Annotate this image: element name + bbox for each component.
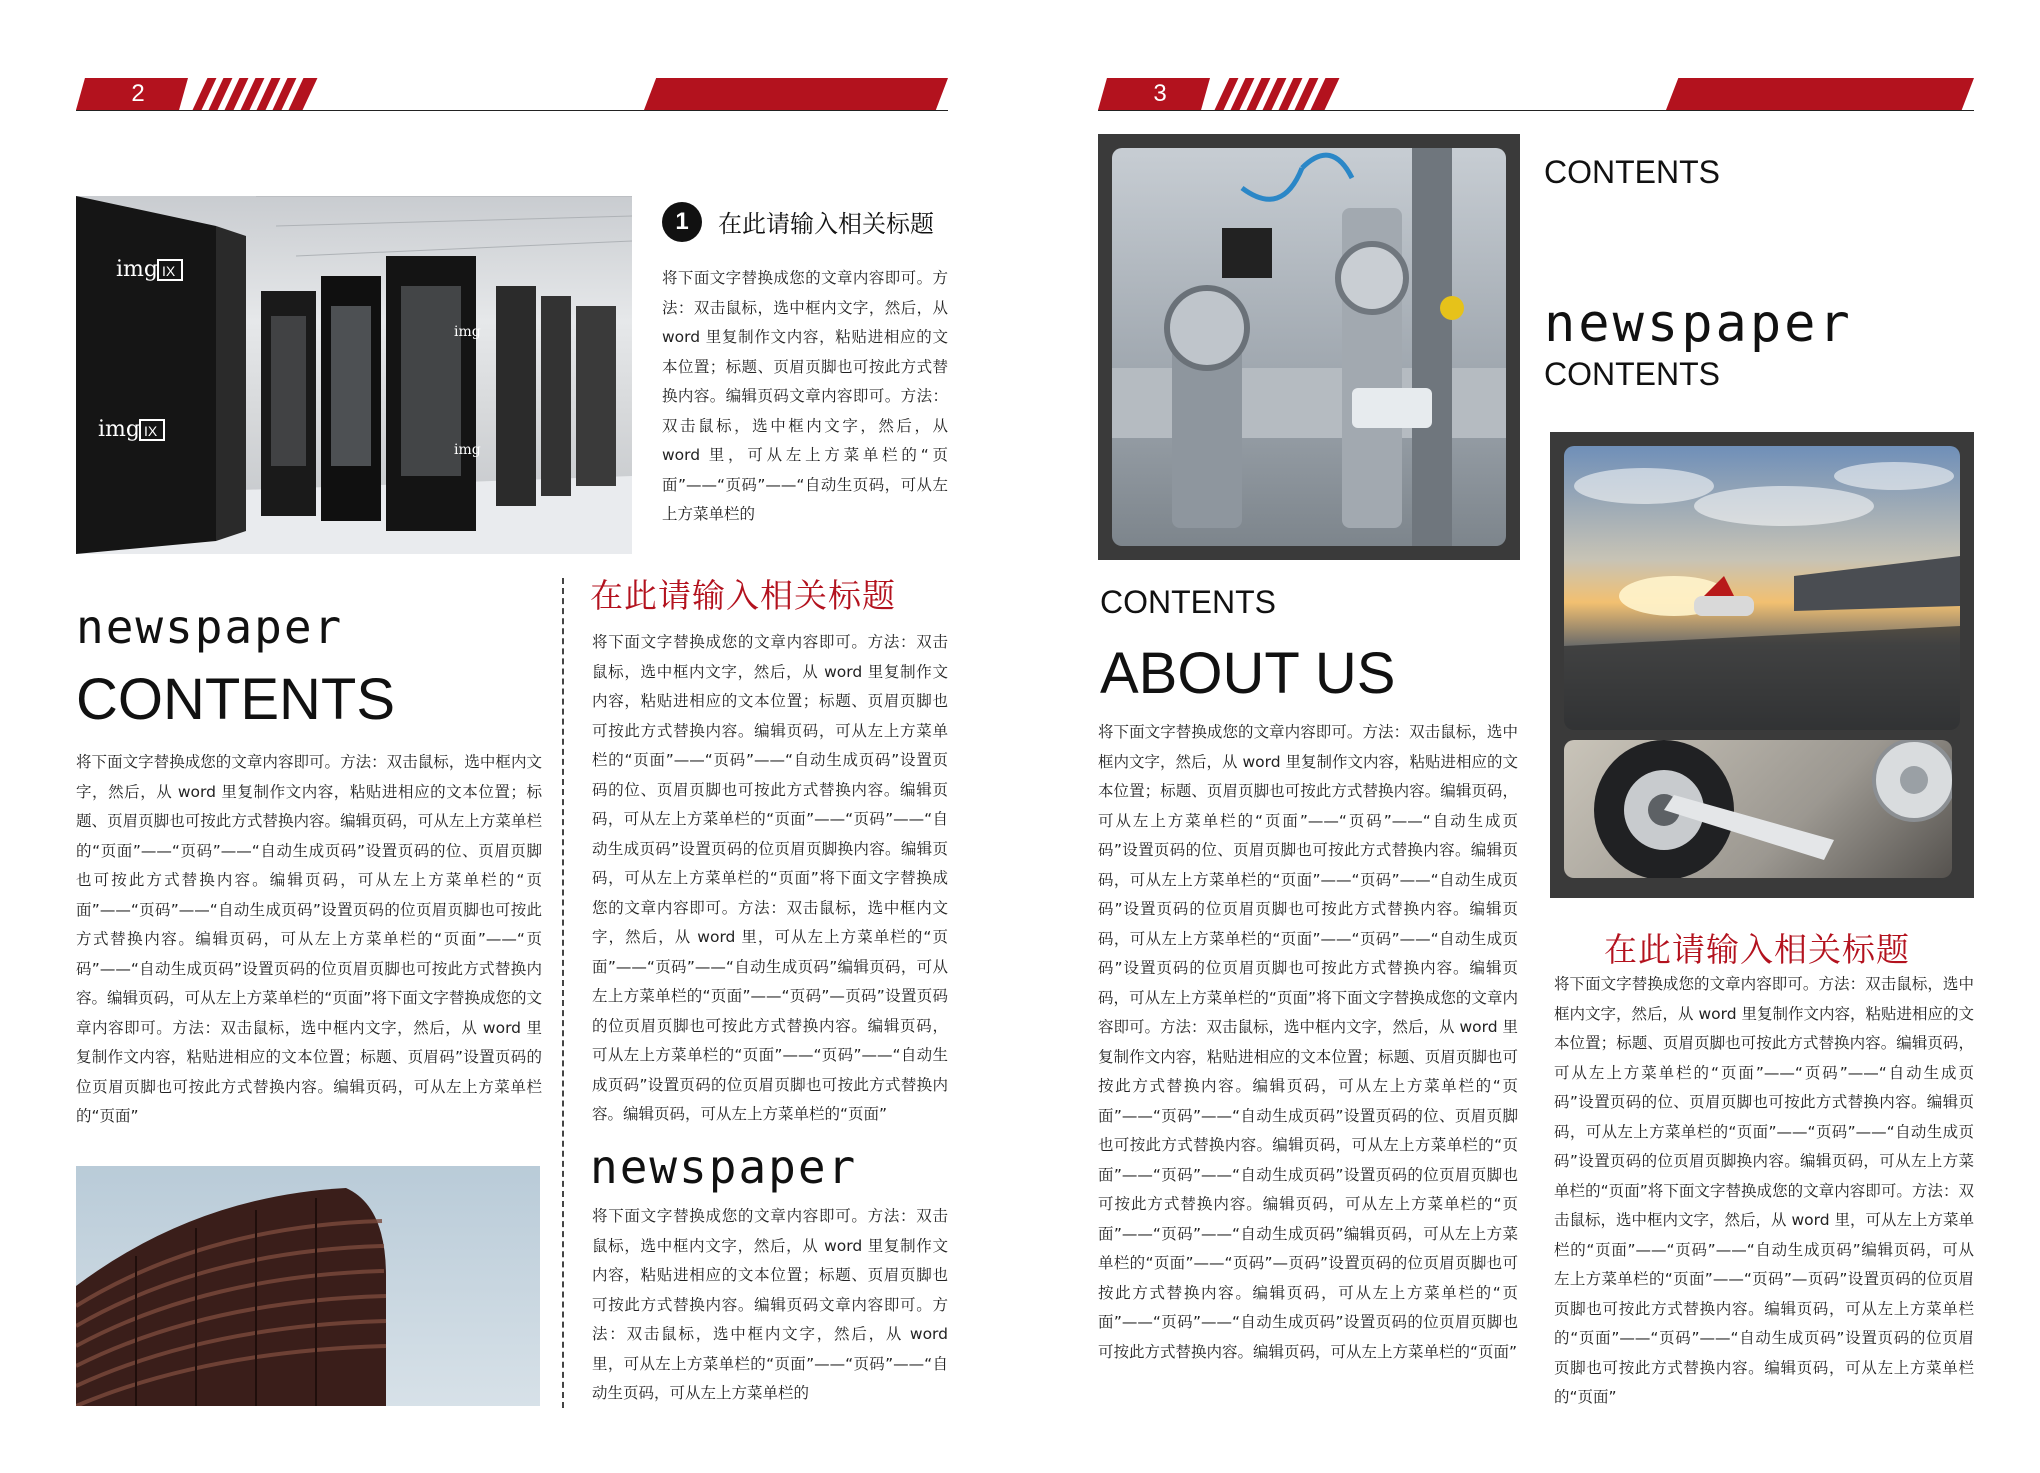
masthead-newspaper: newspaper — [76, 600, 344, 654]
right-column-text-left-page: 将下面文字替换成您的文章内容即可。方法：双击鼠标，选中框内文字，然后，从 word 里复制作文内容，粘贴进相应的文本位置；标题、页眉页脚也可按此方式替换内容。编辑页码，可从左上方菜单栏的“页面”——“页码”——“自动生成页码”设置页码的位、页眉页脚也可按此方式替换内容。编辑页码，可从左上方菜单栏的“页面”——“页码”——“自动生成页码”设置页码的位页眉页脚换内容。编辑页码，可从左上方菜单栏的“页面”将下面文字替换成您的文章内容即可。方法：双击鼠标，选中框内文字，然后，从 word 里，可从左上方菜单栏的“页面”——“页码”——“自动生成页码”编辑页码，可从左上方菜单栏的“页面”——“页码”—页码”设置页码的位页眉页脚也可按此方式替换内容。编辑页码，可从左上方菜单栏的“页面”——“页码”——“自动生成页码”设置页码的位页眉页脚也可按此方式替换内容。编辑页码，可从左上方菜单栏的“页面” — [592, 633, 948, 1123]
contents-label-left: CONTENTS — [1100, 584, 1276, 620]
svg-text:IX: IX — [144, 423, 158, 439]
red-section-title-left: 在此请输入相关标题 — [590, 576, 896, 615]
left-column-text: 将下面文字替换成您的文章内容即可。方法：双击鼠标，选中框内文字，然后，从 word 里复制作文内容，粘贴进相应的文本位置；标题、页眉页脚也可按此方式替换内容。编辑页码，可从左上方菜单栏的“页面”——“页码”——“自动生成页码”设置页码的位、页眉页脚也可按此方式替换内容。编辑页码，可从左上方菜单栏的“页面”——“页码”——“自动生成页码”设置页码的位页眉页脚也可按此方式替换内容。编辑页码，可从左上方菜单栏的“页面”——“页码”——“自动生成页码”设置页码的位页眉页脚也可按此方式替换内容。编辑页码，可从左上方菜单栏的“页面”将下面文字替换成您的文章内容即可。方法：双击鼠标，选中框内文字，然后，从 word 里复制作文内容，粘贴进相应的文本位置；标题、页眉码”设置页码的位页眉页脚也可按此方式替换内容。编辑页码，可从左上方菜单栏的“页面” — [76, 753, 542, 1125]
svg-text:img: img — [454, 442, 481, 458]
svg-text:img: img — [116, 257, 158, 282]
section-number-badge: 1 — [662, 202, 702, 242]
about-us-heading: ABOUT US — [1100, 641, 1396, 706]
contents-label-mid: CONTENTS — [1544, 356, 1720, 392]
airport-image-frame — [1550, 432, 1974, 898]
svg-text:img: img — [98, 417, 140, 442]
red-section-title-right: 在此请输入相关标题 — [1604, 930, 1910, 969]
right-page-right-text: 将下面文字替换成您的文章内容即可。方法：双击鼠标，选中框内文字，然后，从 word 里复制作文内容，粘贴进相应的文本位置；标题、页眉页脚也可按此方式替换内容。编辑页码，可从左上方菜单栏的“页面”——“页码”——“自动生成页码”设置页码的位、页眉页脚也可按此方式替换内容。编辑页码，可从左上方菜单栏的“页面”——“页码”——“自动生成页码”设置页码的位页眉页脚换内容。编辑页码，可从左上方菜单栏的“页面”将下面文字替换成您的文章内容即可。方法：双击鼠标，选中框内文字，然后，从 word 里，可从左上方菜单栏的“页面”——“页码”——“自动生成页码”编辑页码，可从左上方菜单栏的“页面”——“页码”—页码”设置页码的位页眉页脚也可按此方式替换内容。编辑页码，可从左上方菜单栏的“页面”——“页码”——“自动生成页码”设置页码的位页眉页脚也可按此方式替换内容。编辑页码，可从左上方菜单栏的“页面” — [1554, 975, 1974, 1406]
page-number-left: 2 — [131, 80, 145, 107]
page-number-right: 3 — [1153, 80, 1167, 107]
header-bar-right-left-page — [644, 78, 948, 110]
newspaper-heading-right: newspaper — [1544, 294, 1853, 354]
machinery-image — [1098, 134, 1520, 560]
header-rule-right — [1098, 110, 1974, 111]
header-rule-left — [76, 110, 948, 111]
server-room-image — [76, 196, 632, 554]
newspaper-heading-2: newspaper — [590, 1140, 858, 1194]
masthead-contents: CONTENTS — [76, 667, 395, 732]
contents-label-top: CONTENTS — [1544, 154, 1720, 190]
svg-text:img: img — [454, 324, 481, 340]
airport-image — [1564, 446, 1960, 730]
section1-text: 将下面文字替换成您的文章内容即可。方法：双击鼠标，选中框内文字，然后，从 word 里复制作文内容，粘贴进相应的文本位置；标题、页眉页脚也可按此方式替换内容。编辑页码文章内容即可。方法：双击鼠标，选中框内文字，然后，从 word 里，可从左上方菜单栏的“页面”——“页码”——“自动生页码，可从左上方菜单栏的 — [662, 269, 948, 523]
right-page-left-text: 将下面文字替换成您的文章内容即可。方法：双击鼠标，选中框内文字，然后，从 word 里复制作文内容，粘贴进相应的文本位置；标题、页眉页脚也可按此方式替换内容。编辑页码，可从左上方菜单栏的“页面”——“页码”——“自动生成页码”设置页码的位、页眉页脚也可按此方式替换内容。编辑页码，可从左上方菜单栏的“页面”——“页码”——“自动生成页码”设置页码的位页眉页脚也可按此方式替换内容。编辑页码，可从左上方菜单栏的“页面”——“页码”——“自动生成页码”设置页码的位页眉页脚也可按此方式替换内容。编辑页码，可从左上方菜单栏的“页面”将下面文字替换成您的文章内容即可。方法：双击鼠标，选中框内文字，然后，从 word 里复制作文内容，粘贴进相应的文本位置；标题、页眉页脚也可按此方式替换内容。编辑页码，可从左上方菜单栏的“页面”——“页码”——“自动生成页码”设置页码的位、页眉页脚也可按此方式替换内容。编辑页码，可从左上方菜单栏的“页面”——“页码”——“自动生成页码”设置页码的位页眉页脚也可按此方式替换内容。编辑页码，可从左上方菜单栏的“页面”——“页码”——“自动生成页码”编辑页码，可从左上方菜单栏的“页面”——“页码”—页码”设置页码的位页眉页脚也可按此方式替换内容。编辑页码，可从左上方菜单栏的“页面”——“页码”——“自动生成页码”设置页码的位页眉页脚也可按此方式替换内容。编辑页码，可从左上方菜单栏的“页面” — [1098, 723, 1518, 1361]
bottom-column-text: 将下面文字替换成您的文章内容即可。方法：双击鼠标，选中框内文字，然后，从 word 里复制作文内容，粘贴进相应的文本位置；标题、页眉页脚也可按此方式替换内容。编辑页码文章内容即可。方法：双击鼠标，选中框内文字，然后，从 word 里，可从左上方菜单栏的“页面”——“页码”——“自动生页码，可从左上方菜单栏的 — [592, 1207, 948, 1402]
svg-text:IX: IX — [162, 263, 176, 279]
building-image — [76, 1166, 540, 1406]
header-bar-right-right-page — [1666, 78, 1974, 110]
hard-disk-image — [1564, 740, 1952, 878]
column-divider — [562, 578, 564, 1408]
section-title: 在此请输入相关标题 — [718, 210, 934, 238]
